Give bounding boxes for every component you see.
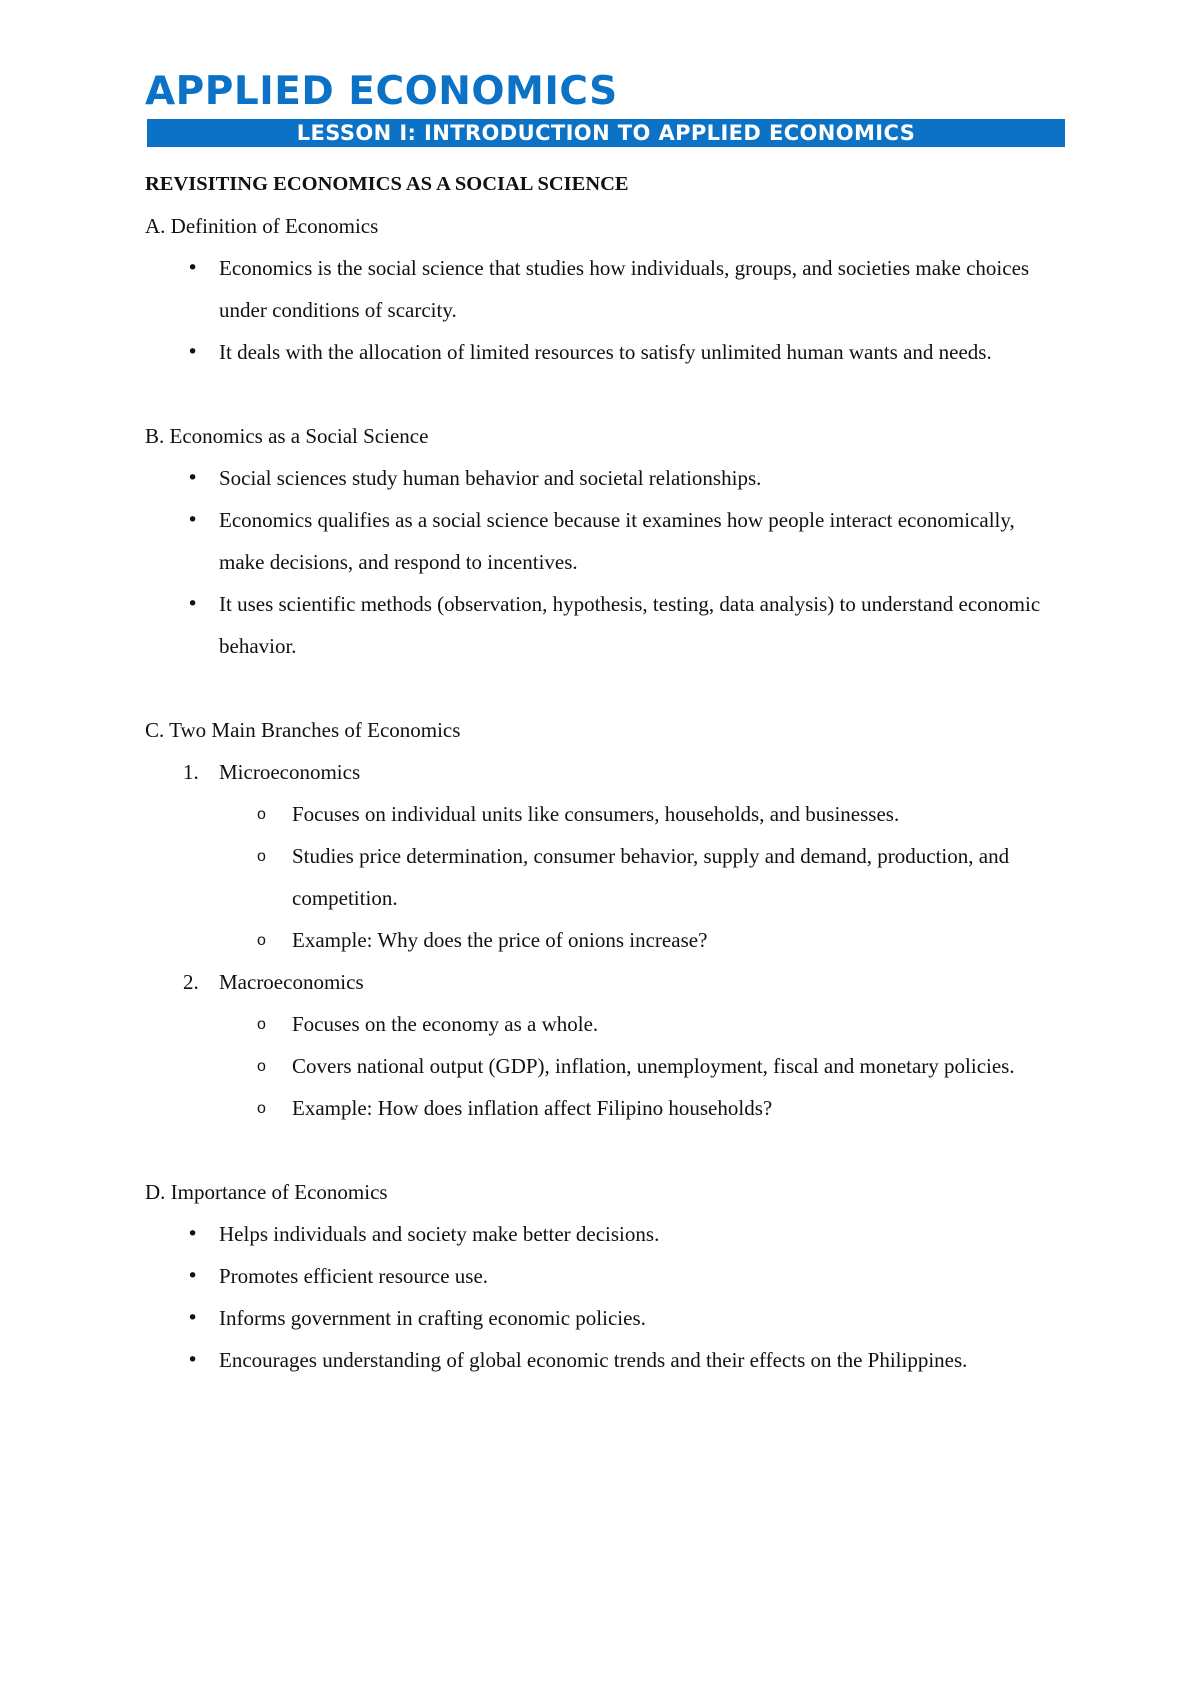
lesson-banner: LESSON I: INTRODUCTION TO APPLIED ECONOMICS bbox=[147, 119, 1065, 147]
document-title: APPLIED ECONOMICS bbox=[145, 69, 618, 114]
list-item: o Studies price determination, consumer behavior, supply and demand, production, and competition. bbox=[145, 835, 1065, 919]
branch-macroeconomics bbox=[145, 961, 1065, 1003]
list-item: • Encourages understanding of global economic trends and their effects on the Philippines. bbox=[145, 1339, 1065, 1381]
list-item: • Social sciences study human behavior and societal relationships. bbox=[145, 457, 1065, 499]
branch-number: 1. bbox=[183, 760, 199, 784]
list-item: • It deals with the allocation of limited resources to satisfy unlimited human wants and needs. bbox=[145, 331, 1065, 373]
list-item: • Helps individuals and society make better decisions. bbox=[145, 1213, 1065, 1255]
list-item: o Example: Why does the price of onions increase? bbox=[145, 919, 1065, 961]
branch-name: Microeconomics bbox=[219, 760, 361, 784]
list-item: o Focuses on individual units like consumers, households, and businesses. bbox=[145, 793, 1065, 835]
section-d-label: D. Importance of Economics bbox=[145, 1180, 388, 1204]
list-item: • Promotes efficient resource use. bbox=[145, 1255, 1065, 1297]
branch-name: Macroeconomics bbox=[219, 970, 364, 994]
branch-microeconomics bbox=[145, 751, 1065, 793]
section-heading: REVISITING ECONOMICS AS A SOCIAL SCIENCE bbox=[145, 173, 629, 195]
section-b-list bbox=[145, 457, 1065, 667]
document-body bbox=[145, 163, 1065, 1381]
section-a-label: A. Definition of Economics bbox=[145, 214, 379, 238]
list-item: o Focuses on the economy as a whole. bbox=[145, 1003, 1065, 1045]
branch-number: 2. bbox=[183, 970, 199, 994]
section-a-list bbox=[145, 247, 1065, 373]
branches-list bbox=[145, 751, 1065, 1129]
list-item: • It uses scientific methods (observation, hypothesis, testing, data analysis) to understand economic behavior. bbox=[145, 583, 1065, 667]
section-d-list bbox=[145, 1213, 1065, 1381]
section-c-label: C. Two Main Branches of Economics bbox=[145, 718, 461, 742]
list-item: • Economics is the social science that studies how individuals, groups, and societies make choices under conditions of scarcity. bbox=[145, 247, 1065, 331]
list-item: • Informs government in crafting economic policies. bbox=[145, 1297, 1065, 1339]
section-b-label: B. Economics as a Social Science bbox=[145, 424, 429, 448]
list-item: o Example: How does inflation affect Filipino households? bbox=[145, 1087, 1065, 1129]
list-item: o Covers national output (GDP), inflation, unemployment, fiscal and monetary policies. bbox=[145, 1045, 1065, 1087]
list-item: • Economics qualifies as a social science because it examines how people interact economically, make decisions, and respond to incentives. bbox=[145, 499, 1065, 583]
